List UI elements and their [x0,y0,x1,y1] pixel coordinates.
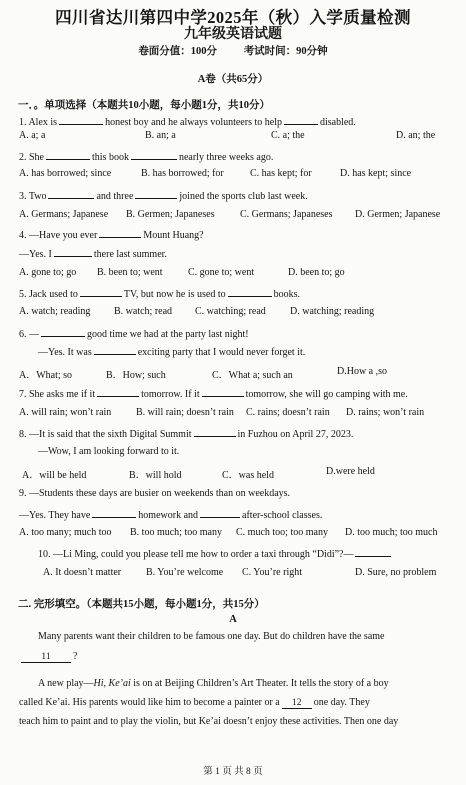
q5-option-a: A. watch; reading [19,306,91,317]
question-6-reply: —Yes. It was exciting party that I would never forget it. [38,347,306,358]
blank-11: 11 [21,652,71,663]
question-5: 5. Jack used to TV, but now he is used to books. [19,289,301,300]
q7-option-d: D. rains; won’t rain [346,407,425,418]
passage-line-3: A new play—Hi, Ke’ai is on at Beijing Children’s Art Theater. It tells the story of a boy [38,678,389,689]
q3-option-b: B. Germen; Japaneses [126,209,215,220]
passage-line-2: 11 ? [19,651,447,663]
q9-option-b: B. too much; too many [130,527,222,538]
q4-option-a: A. gone to; go [19,267,77,278]
q10-option-a: A. It doesn’t matter [43,567,122,578]
q5-option-c: C. watching; read [195,306,266,317]
question-9-reply: —Yes. They have homework and after-school classes. [19,510,323,521]
q1-option-d: D. an; the [396,130,436,141]
q8-option-a: A．will be held [22,470,87,481]
question-2: 2. She this book nearly three weeks ago. [19,152,274,163]
q4-option-c: C. gone to; went [188,267,255,278]
question-4: 4. —Have you ever Mount Huang? [19,230,204,241]
question-8-reply: —Wow, I am looking forward to it. [38,446,180,457]
question-8: 8. —It is said that the sixth Digital Summit in Fuzhou on April 27, 2023. [19,429,354,440]
q3-option-c: C. Germans; Japaneses [240,209,333,220]
section2-title: 二. 完形填空。（本题共15小题，每小题1分，共15分） [18,599,265,610]
question-9: 9. —Students these days are busier on weekends than on weekdays. [19,488,291,499]
passage-line-4: called Ke’ai. His parents would like him to become a painter or a 12 one day. They [19,697,370,708]
passage-label: A [229,614,237,625]
q8-option-c: C．was held [222,470,274,481]
q7-option-b: B. will rain; doesn’t rain [136,407,234,418]
q3-option-d: D. Germen; Japanese [355,209,441,220]
q9-option-d: D. too much; too much [345,527,438,538]
exam-title: 四川省达川第四中学2025年（秋）入学质量检测 [55,8,411,27]
q2-option-a: A. has borrowed; since [19,168,112,179]
q2-option-d: D. has kept; since [340,168,412,179]
q2-option-b: B. has borrowed; for [141,168,224,179]
q7-option-a: A. will rain; won’t rain [19,407,112,418]
q3-option-a: A. Germans; Japanese [19,209,109,220]
q6-option-c: C．What a; such an [212,370,293,381]
q7-option-c: C. rains; doesn’t rain [246,407,330,418]
q10-option-b: B. You’re welcome [146,567,224,578]
section1-title: 一．。单项选择（本题共10小题，每小题1分，共10分） [18,100,270,111]
q1-option-c: C. a; the [271,130,305,141]
time-info: 考试时间：90分钟 [243,46,328,57]
page-footer: 第 1 页 共 8 页 [203,767,263,777]
q5-option-d: D. watching; reading [290,306,375,317]
q2-option-c: C. has kept; for [250,168,312,179]
q8-option-d: D.were held [326,466,375,477]
q10-option-d: D. Sure, no problem [355,567,437,578]
score-info: 卷面分值：100分 [138,46,218,57]
blank-12: 12 [282,698,312,709]
q6-option-a: A．What; so [19,370,73,381]
exam-meta [0,43,466,58]
q4-option-d: D. been to; go [288,267,345,278]
question-4-reply: —Yes. I there last summer. [19,249,167,260]
passage-line-1: Many parents want their children to be famous one day. But do children have the same [38,631,385,642]
q10-option-c: C. You’re right [242,567,303,578]
exam-subtitle: 九年级英语试题 [184,27,282,42]
q8-option-b: B．will hold [129,470,182,481]
q5-option-b: B. watch; read [114,306,173,317]
question-3: 3. Two and three joined the sports club last week. [19,191,308,202]
q1-option-a: A. a; a [19,130,46,141]
question-6: 6. — good time we had at the party last night! [19,329,249,340]
q1-option-b: B. an; a [145,130,176,141]
q6-option-d: D.How a ,so [337,366,387,377]
question-10: 10. —Li Ming, could you please tell me how to order a taxi through “Didi”?— [38,547,393,560]
question-1: 1. Alex is honest boy and he always volunteers to help disabled. [19,117,356,128]
q9-option-c: C. much too; too many [236,527,328,538]
question-7: 7. She asks me if it tomorrow. If it tomorrow, she will go camping with me. [19,389,408,400]
q9-option-a: A. too many; much too [19,527,112,538]
q4-option-b: B. been to; went [97,267,163,278]
part-a-heading: A卷（共65分） [197,74,269,85]
passage-line-5: teach him to paint and to play the violin, but Ke’ai doesn’t enjoy these activities. Then one day [19,716,399,727]
q6-option-b: B．How; such [106,370,166,381]
